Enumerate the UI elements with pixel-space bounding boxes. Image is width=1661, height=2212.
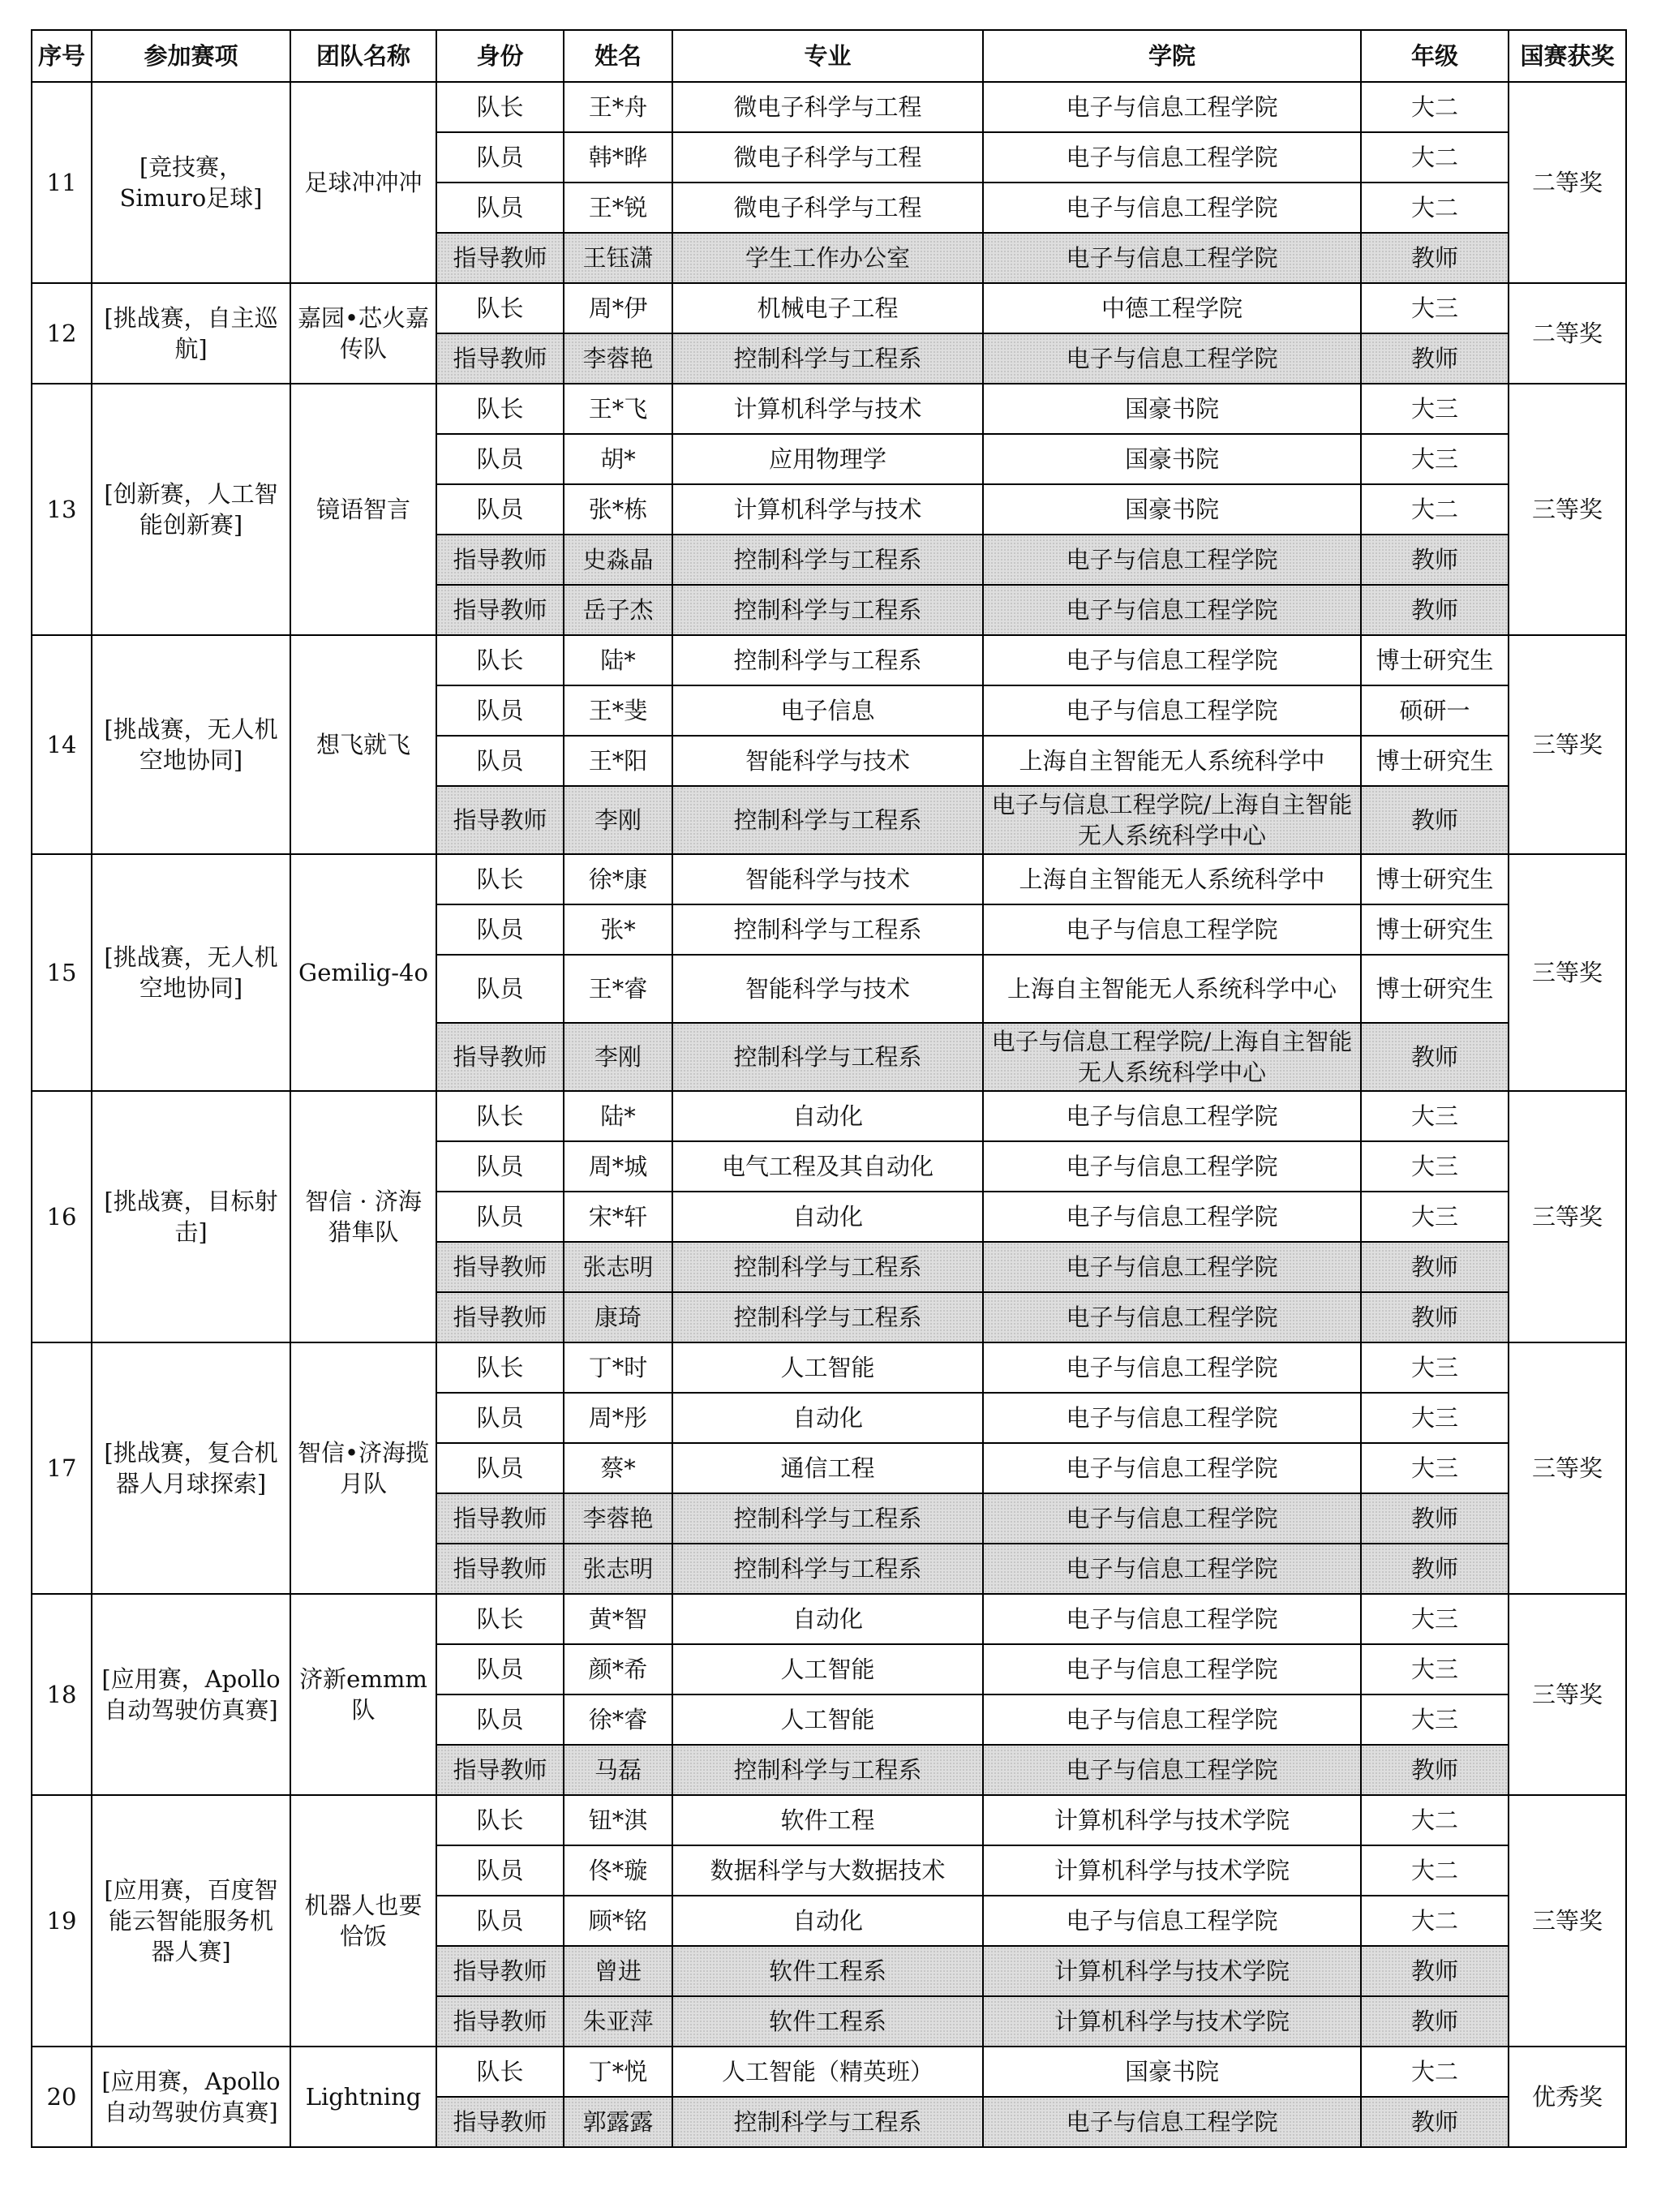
major-cell: 计算机科学与技术 bbox=[672, 484, 983, 535]
member-name-cell: 王*阳 bbox=[564, 736, 672, 786]
major-cell: 智能科学与技术 bbox=[672, 955, 983, 1023]
table-row bbox=[32, 1342, 1626, 1393]
group-number-cell: 19 bbox=[32, 1795, 92, 2047]
college-cell: 电子与信息工程学院 bbox=[983, 635, 1361, 685]
team-name-cell: 济新emmm队 bbox=[290, 1594, 436, 1795]
role-cell: 指导教师 bbox=[436, 333, 564, 384]
table-row bbox=[32, 635, 1626, 685]
grade-cell: 大二 bbox=[1361, 82, 1509, 132]
role-cell: 队员 bbox=[436, 1141, 564, 1192]
header-row bbox=[32, 30, 1626, 82]
major-cell: 自动化 bbox=[672, 1091, 983, 1141]
grade-cell: 大二 bbox=[1361, 484, 1509, 535]
award-cell: 二等奖 bbox=[1509, 82, 1626, 283]
major-cell: 控制科学与工程系 bbox=[672, 2097, 983, 2147]
college-cell: 上海自主智能无人系统科学中 bbox=[983, 736, 1361, 786]
college-cell: 电子与信息工程学院 bbox=[983, 1342, 1361, 1393]
college-cell: 国豪书院 bbox=[983, 434, 1361, 484]
grade-cell: 博士研究生 bbox=[1361, 736, 1509, 786]
event-cell: [应用赛，Apollo自动驾驶仿真赛] bbox=[92, 1594, 290, 1795]
college-cell: 国豪书院 bbox=[983, 484, 1361, 535]
role-cell: 队员 bbox=[436, 1192, 564, 1242]
member-name-cell: 王*飞 bbox=[564, 384, 672, 434]
college-cell: 计算机科学与技术学院 bbox=[983, 1946, 1361, 1996]
group-number-cell: 20 bbox=[32, 2047, 92, 2147]
college-cell: 国豪书院 bbox=[983, 384, 1361, 434]
grade-cell: 硕研一 bbox=[1361, 685, 1509, 736]
role-cell: 指导教师 bbox=[436, 233, 564, 283]
group-number-cell: 18 bbox=[32, 1594, 92, 1795]
team-name-cell: 镜语智言 bbox=[290, 384, 436, 635]
college-cell: 电子与信息工程学院/上海自主智能无人系统科学中心 bbox=[983, 786, 1361, 854]
table-row bbox=[32, 82, 1626, 132]
college-cell: 电子与信息工程学院 bbox=[983, 1594, 1361, 1644]
award-cell: 三等奖 bbox=[1509, 635, 1626, 854]
grade-cell: 大二 bbox=[1361, 132, 1509, 183]
major-cell: 智能科学与技术 bbox=[672, 736, 983, 786]
major-cell: 控制科学与工程系 bbox=[672, 585, 983, 635]
grade-cell: 大二 bbox=[1361, 1795, 1509, 1845]
table-body bbox=[32, 82, 1626, 2147]
major-cell: 控制科学与工程系 bbox=[672, 1493, 983, 1544]
major-cell: 人工智能（精英班） bbox=[672, 2047, 983, 2097]
event-cell: [应用赛，Apollo自动驾驶仿真赛] bbox=[92, 2047, 290, 2147]
header-college: 学院 bbox=[983, 30, 1361, 82]
member-name-cell: 丁*时 bbox=[564, 1342, 672, 1393]
major-cell: 电子信息 bbox=[672, 685, 983, 736]
member-name-cell: 马磊 bbox=[564, 1745, 672, 1795]
header-team: 团队名称 bbox=[290, 30, 436, 82]
grade-cell: 大三 bbox=[1361, 1594, 1509, 1644]
grade-cell: 大三 bbox=[1361, 283, 1509, 333]
event-cell: [挑战赛，无人机空地协同] bbox=[92, 854, 290, 1091]
major-cell: 控制科学与工程系 bbox=[672, 1745, 983, 1795]
college-cell: 国豪书院 bbox=[983, 2047, 1361, 2097]
college-cell: 电子与信息工程学院 bbox=[983, 1544, 1361, 1594]
grade-cell: 大二 bbox=[1361, 1896, 1509, 1946]
table-row bbox=[32, 384, 1626, 434]
table-row bbox=[32, 2047, 1626, 2097]
table-row bbox=[32, 1795, 1626, 1845]
college-cell: 中德工程学院 bbox=[983, 283, 1361, 333]
member-name-cell: 胡* bbox=[564, 434, 672, 484]
team-name-cell: 想飞就飞 bbox=[290, 635, 436, 854]
member-name-cell: 王钰潇 bbox=[564, 233, 672, 283]
major-cell: 机械电子工程 bbox=[672, 283, 983, 333]
member-name-cell: 周*伊 bbox=[564, 283, 672, 333]
member-name-cell: 李蓉艳 bbox=[564, 1493, 672, 1544]
award-cell: 三等奖 bbox=[1509, 1091, 1626, 1342]
major-cell: 控制科学与工程系 bbox=[672, 904, 983, 955]
college-cell: 上海自主智能无人系统科学中心 bbox=[983, 955, 1361, 1023]
college-cell: 电子与信息工程学院/上海自主智能无人系统科学中心 bbox=[983, 1023, 1361, 1091]
role-cell: 指导教师 bbox=[436, 1745, 564, 1795]
award-cell: 三等奖 bbox=[1509, 854, 1626, 1091]
event-cell: [竞技赛，Simuro足球] bbox=[92, 82, 290, 283]
grade-cell: 教师 bbox=[1361, 535, 1509, 585]
grade-cell: 教师 bbox=[1361, 333, 1509, 384]
event-cell: [挑战赛，自主巡航] bbox=[92, 283, 290, 384]
award-cell: 优秀奖 bbox=[1509, 2047, 1626, 2147]
grade-cell: 大三 bbox=[1361, 1141, 1509, 1192]
role-cell: 指导教师 bbox=[436, 1493, 564, 1544]
role-cell: 队长 bbox=[436, 82, 564, 132]
team-name-cell: 智信 · 济海猎隼队 bbox=[290, 1091, 436, 1342]
role-cell: 指导教师 bbox=[436, 1946, 564, 1996]
member-name-cell: 徐*睿 bbox=[564, 1694, 672, 1745]
team-name-cell: 智信•济海揽月队 bbox=[290, 1342, 436, 1594]
grade-cell: 博士研究生 bbox=[1361, 854, 1509, 904]
major-cell: 控制科学与工程系 bbox=[672, 1544, 983, 1594]
member-name-cell: 李蓉艳 bbox=[564, 333, 672, 384]
award-cell: 三等奖 bbox=[1509, 1342, 1626, 1594]
role-cell: 指导教师 bbox=[436, 1242, 564, 1292]
major-cell: 学生工作办公室 bbox=[672, 233, 983, 283]
role-cell: 队长 bbox=[436, 283, 564, 333]
awards-table bbox=[31, 29, 1627, 2148]
event-cell: [创新赛，人工智能创新赛] bbox=[92, 384, 290, 635]
grade-cell: 大二 bbox=[1361, 2047, 1509, 2097]
role-cell: 指导教师 bbox=[436, 786, 564, 854]
event-cell: [应用赛，百度智能云智能服务机器人赛] bbox=[92, 1795, 290, 2047]
major-cell: 软件工程 bbox=[672, 1795, 983, 1845]
header-award: 国赛获奖 bbox=[1509, 30, 1626, 82]
role-cell: 队长 bbox=[436, 1594, 564, 1644]
event-cell: [挑战赛，复合机器人月球探索] bbox=[92, 1342, 290, 1594]
major-cell: 控制科学与工程系 bbox=[672, 1242, 983, 1292]
role-cell: 队员 bbox=[436, 1845, 564, 1896]
member-name-cell: 张* bbox=[564, 904, 672, 955]
major-cell: 控制科学与工程系 bbox=[672, 333, 983, 384]
college-cell: 电子与信息工程学院 bbox=[983, 1644, 1361, 1694]
member-name-cell: 钮*淇 bbox=[564, 1795, 672, 1845]
group-number-cell: 16 bbox=[32, 1091, 92, 1342]
college-cell: 电子与信息工程学院 bbox=[983, 183, 1361, 233]
role-cell: 队员 bbox=[436, 132, 564, 183]
member-name-cell: 曾进 bbox=[564, 1946, 672, 1996]
role-cell: 队员 bbox=[436, 1393, 564, 1443]
award-cell: 三等奖 bbox=[1509, 1594, 1626, 1795]
major-cell: 自动化 bbox=[672, 1594, 983, 1644]
member-name-cell: 韩*晔 bbox=[564, 132, 672, 183]
major-cell: 控制科学与工程系 bbox=[672, 786, 983, 854]
role-cell: 指导教师 bbox=[436, 1996, 564, 2047]
role-cell: 队长 bbox=[436, 1795, 564, 1845]
major-cell: 自动化 bbox=[672, 1896, 983, 1946]
major-cell: 计算机科学与技术 bbox=[672, 384, 983, 434]
role-cell: 队员 bbox=[436, 736, 564, 786]
grade-cell: 大三 bbox=[1361, 1091, 1509, 1141]
member-name-cell: 王*斐 bbox=[564, 685, 672, 736]
role-cell: 队长 bbox=[436, 384, 564, 434]
member-name-cell: 颜*希 bbox=[564, 1644, 672, 1694]
college-cell: 电子与信息工程学院 bbox=[983, 1141, 1361, 1192]
grade-cell: 大三 bbox=[1361, 1393, 1509, 1443]
role-cell: 队员 bbox=[436, 1694, 564, 1745]
award-cell: 三等奖 bbox=[1509, 1795, 1626, 2047]
grade-cell: 大二 bbox=[1361, 183, 1509, 233]
role-cell: 队员 bbox=[436, 685, 564, 736]
member-name-cell: 周*城 bbox=[564, 1141, 672, 1192]
member-name-cell: 史淼晶 bbox=[564, 535, 672, 585]
grade-cell: 教师 bbox=[1361, 1946, 1509, 1996]
major-cell: 控制科学与工程系 bbox=[672, 535, 983, 585]
college-cell: 电子与信息工程学院 bbox=[983, 1694, 1361, 1745]
team-name-cell: 足球冲冲冲 bbox=[290, 82, 436, 283]
grade-cell: 教师 bbox=[1361, 233, 1509, 283]
member-name-cell: 佟*璇 bbox=[564, 1845, 672, 1896]
award-cell: 二等奖 bbox=[1509, 283, 1626, 384]
grade-cell: 大三 bbox=[1361, 1342, 1509, 1393]
header-major: 专业 bbox=[672, 30, 983, 82]
college-cell: 电子与信息工程学院 bbox=[983, 2097, 1361, 2147]
header-event: 参加赛项 bbox=[92, 30, 290, 82]
college-cell: 电子与信息工程学院 bbox=[983, 1896, 1361, 1946]
grade-cell: 大三 bbox=[1361, 1644, 1509, 1694]
grade-cell: 教师 bbox=[1361, 585, 1509, 635]
college-cell: 电子与信息工程学院 bbox=[983, 1745, 1361, 1795]
member-name-cell: 宋*轩 bbox=[564, 1192, 672, 1242]
member-name-cell: 李刚 bbox=[564, 786, 672, 854]
grade-cell: 博士研究生 bbox=[1361, 955, 1509, 1023]
team-name-cell: 机器人也要恰饭 bbox=[290, 1795, 436, 2047]
grade-cell: 大三 bbox=[1361, 434, 1509, 484]
team-name-cell: 嘉园•芯火嘉传队 bbox=[290, 283, 436, 384]
event-cell: [挑战赛，无人机空地协同] bbox=[92, 635, 290, 854]
member-name-cell: 陆* bbox=[564, 1091, 672, 1141]
major-cell: 自动化 bbox=[672, 1393, 983, 1443]
college-cell: 电子与信息工程学院 bbox=[983, 904, 1361, 955]
college-cell: 电子与信息工程学院 bbox=[983, 233, 1361, 283]
team-name-cell: Gemilig-4o bbox=[290, 854, 436, 1091]
college-cell: 计算机科学与技术学院 bbox=[983, 1996, 1361, 2047]
group-number-cell: 12 bbox=[32, 283, 92, 384]
major-cell: 通信工程 bbox=[672, 1443, 983, 1493]
role-cell: 队长 bbox=[436, 1342, 564, 1393]
college-cell: 电子与信息工程学院 bbox=[983, 333, 1361, 384]
member-name-cell: 岳子杰 bbox=[564, 585, 672, 635]
role-cell: 队员 bbox=[436, 955, 564, 1023]
member-name-cell: 郭露露 bbox=[564, 2097, 672, 2147]
role-cell: 队员 bbox=[436, 484, 564, 535]
college-cell: 电子与信息工程学院 bbox=[983, 82, 1361, 132]
member-name-cell: 张志明 bbox=[564, 1242, 672, 1292]
header-grade: 年级 bbox=[1361, 30, 1509, 82]
group-number-cell: 17 bbox=[32, 1342, 92, 1594]
role-cell: 队员 bbox=[436, 434, 564, 484]
role-cell: 指导教师 bbox=[436, 1023, 564, 1091]
major-cell: 控制科学与工程系 bbox=[672, 1292, 983, 1342]
role-cell: 指导教师 bbox=[436, 2097, 564, 2147]
college-cell: 电子与信息工程学院 bbox=[983, 535, 1361, 585]
member-name-cell: 康琦 bbox=[564, 1292, 672, 1342]
member-name-cell: 张志明 bbox=[564, 1544, 672, 1594]
major-cell: 微电子科学与工程 bbox=[672, 183, 983, 233]
team-name-cell: Lightning bbox=[290, 2047, 436, 2147]
major-cell: 微电子科学与工程 bbox=[672, 82, 983, 132]
major-cell: 人工智能 bbox=[672, 1694, 983, 1745]
college-cell: 电子与信息工程学院 bbox=[983, 1393, 1361, 1443]
grade-cell: 教师 bbox=[1361, 2097, 1509, 2147]
grade-cell: 大二 bbox=[1361, 1845, 1509, 1896]
member-name-cell: 顾*铭 bbox=[564, 1896, 672, 1946]
college-cell: 电子与信息工程学院 bbox=[983, 585, 1361, 635]
header-no: 序号 bbox=[32, 30, 92, 82]
college-cell: 电子与信息工程学院 bbox=[983, 1493, 1361, 1544]
grade-cell: 教师 bbox=[1361, 1242, 1509, 1292]
member-name-cell: 周*彤 bbox=[564, 1393, 672, 1443]
member-name-cell: 蔡* bbox=[564, 1443, 672, 1493]
grade-cell: 教师 bbox=[1361, 1023, 1509, 1091]
role-cell: 指导教师 bbox=[436, 1292, 564, 1342]
major-cell: 控制科学与工程系 bbox=[672, 635, 983, 685]
college-cell: 电子与信息工程学院 bbox=[983, 1443, 1361, 1493]
major-cell: 智能科学与技术 bbox=[672, 854, 983, 904]
role-cell: 队员 bbox=[436, 904, 564, 955]
college-cell: 电子与信息工程学院 bbox=[983, 132, 1361, 183]
major-cell: 电气工程及其自动化 bbox=[672, 1141, 983, 1192]
member-name-cell: 王*睿 bbox=[564, 955, 672, 1023]
college-cell: 电子与信息工程学院 bbox=[983, 1292, 1361, 1342]
major-cell: 自动化 bbox=[672, 1192, 983, 1242]
table-row bbox=[32, 1594, 1626, 1644]
member-name-cell: 王*舟 bbox=[564, 82, 672, 132]
member-name-cell: 陆* bbox=[564, 635, 672, 685]
table-row bbox=[32, 1091, 1626, 1141]
grade-cell: 教师 bbox=[1361, 1745, 1509, 1795]
college-cell: 计算机科学与技术学院 bbox=[983, 1795, 1361, 1845]
table-row bbox=[32, 283, 1626, 333]
role-cell: 队员 bbox=[436, 1644, 564, 1694]
member-name-cell: 李刚 bbox=[564, 1023, 672, 1091]
group-number-cell: 14 bbox=[32, 635, 92, 854]
college-cell: 电子与信息工程学院 bbox=[983, 1192, 1361, 1242]
role-cell: 队员 bbox=[436, 183, 564, 233]
member-name-cell: 王*锐 bbox=[564, 183, 672, 233]
major-cell: 控制科学与工程系 bbox=[672, 1023, 983, 1091]
grade-cell: 教师 bbox=[1361, 1292, 1509, 1342]
member-name-cell: 徐*康 bbox=[564, 854, 672, 904]
grade-cell: 大三 bbox=[1361, 384, 1509, 434]
major-cell: 数据科学与大数据技术 bbox=[672, 1845, 983, 1896]
role-cell: 队长 bbox=[436, 1091, 564, 1141]
major-cell: 应用物理学 bbox=[672, 434, 983, 484]
major-cell: 软件工程系 bbox=[672, 1996, 983, 2047]
member-name-cell: 朱亚萍 bbox=[564, 1996, 672, 2047]
header-name: 姓名 bbox=[564, 30, 672, 82]
grade-cell: 教师 bbox=[1361, 786, 1509, 854]
major-cell: 微电子科学与工程 bbox=[672, 132, 983, 183]
role-cell: 指导教师 bbox=[436, 535, 564, 585]
college-cell: 计算机科学与技术学院 bbox=[983, 1845, 1361, 1896]
college-cell: 电子与信息工程学院 bbox=[983, 1242, 1361, 1292]
member-name-cell: 黄*智 bbox=[564, 1594, 672, 1644]
college-cell: 电子与信息工程学院 bbox=[983, 1091, 1361, 1141]
grade-cell: 大三 bbox=[1361, 1443, 1509, 1493]
event-cell: [挑战赛，目标射击] bbox=[92, 1091, 290, 1342]
awards-table-container bbox=[31, 29, 1625, 2148]
grade-cell: 大三 bbox=[1361, 1694, 1509, 1745]
grade-cell: 博士研究生 bbox=[1361, 904, 1509, 955]
table-row bbox=[32, 854, 1626, 904]
role-cell: 队员 bbox=[436, 1896, 564, 1946]
grade-cell: 博士研究生 bbox=[1361, 635, 1509, 685]
grade-cell: 大三 bbox=[1361, 1192, 1509, 1242]
member-name-cell: 张*栋 bbox=[564, 484, 672, 535]
college-cell: 电子与信息工程学院 bbox=[983, 685, 1361, 736]
role-cell: 队长 bbox=[436, 635, 564, 685]
grade-cell: 教师 bbox=[1361, 1544, 1509, 1594]
major-cell: 人工智能 bbox=[672, 1342, 983, 1393]
role-cell: 队长 bbox=[436, 2047, 564, 2097]
major-cell: 软件工程系 bbox=[672, 1946, 983, 1996]
college-cell: 上海自主智能无人系统科学中 bbox=[983, 854, 1361, 904]
role-cell: 指导教师 bbox=[436, 585, 564, 635]
header-role: 身份 bbox=[436, 30, 564, 82]
group-number-cell: 13 bbox=[32, 384, 92, 635]
group-number-cell: 15 bbox=[32, 854, 92, 1091]
role-cell: 队长 bbox=[436, 854, 564, 904]
major-cell: 人工智能 bbox=[672, 1644, 983, 1694]
award-cell: 三等奖 bbox=[1509, 384, 1626, 635]
role-cell: 指导教师 bbox=[436, 1544, 564, 1594]
role-cell: 队员 bbox=[436, 1443, 564, 1493]
group-number-cell: 11 bbox=[32, 82, 92, 283]
grade-cell: 教师 bbox=[1361, 1493, 1509, 1544]
member-name-cell: 丁*悦 bbox=[564, 2047, 672, 2097]
grade-cell: 教师 bbox=[1361, 1996, 1509, 2047]
